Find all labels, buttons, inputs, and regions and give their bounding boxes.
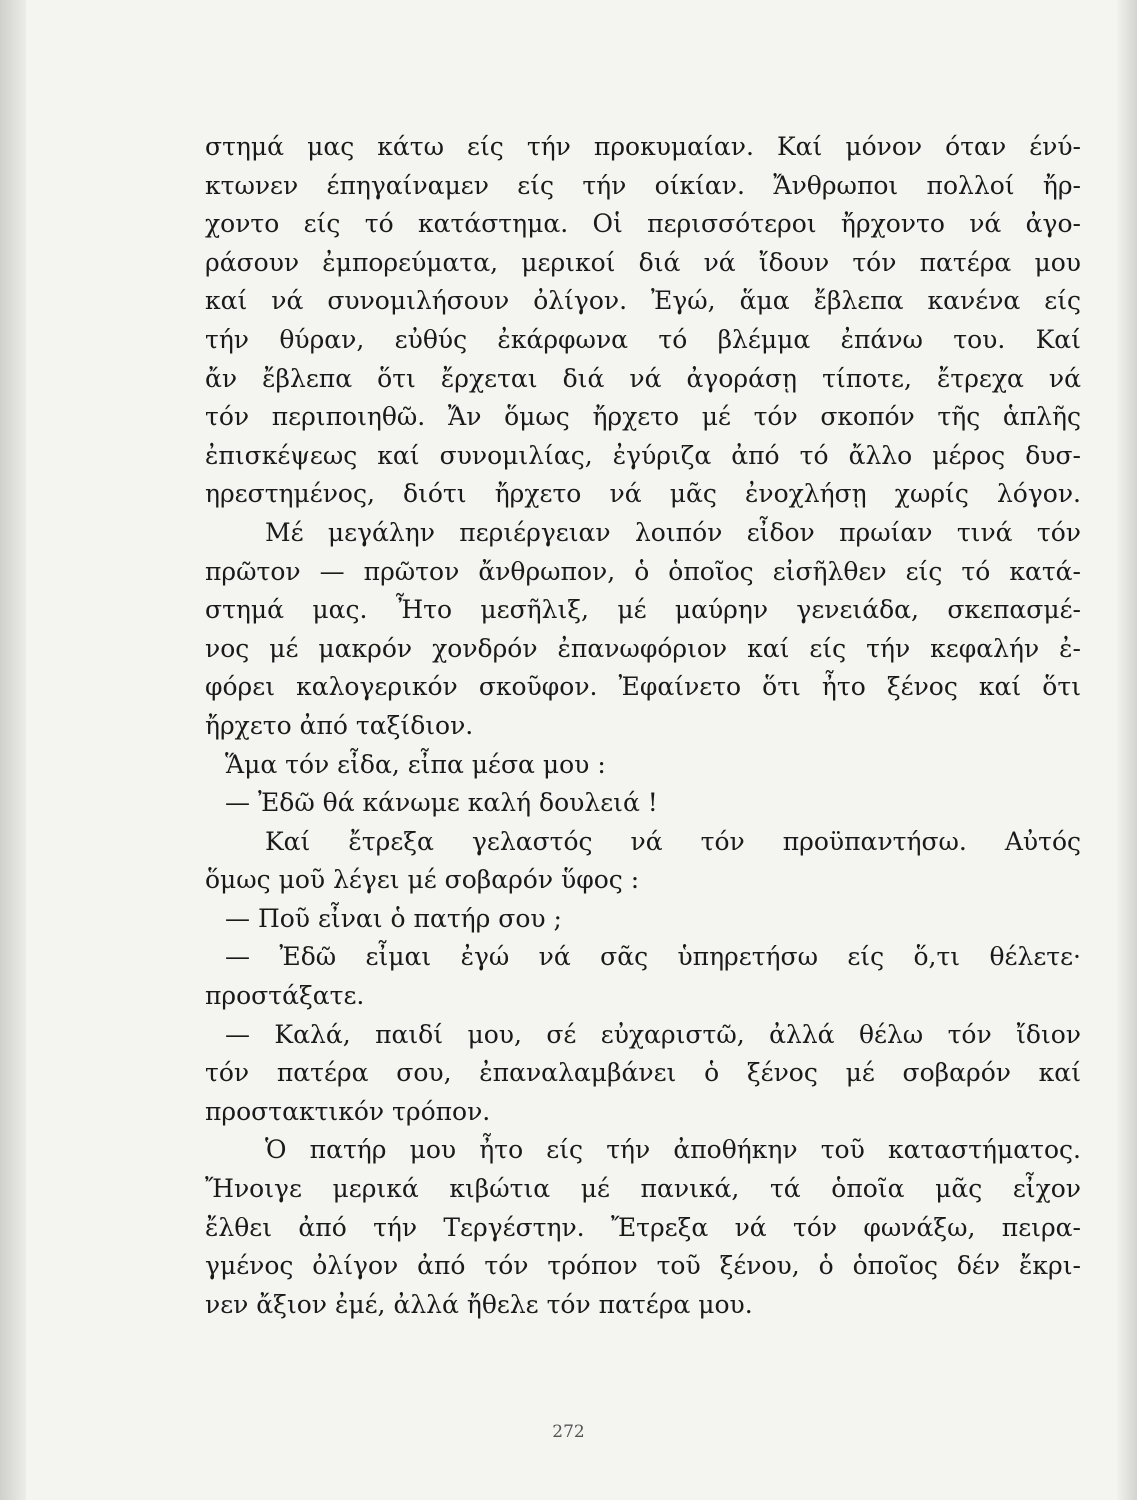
page-edge-right xyxy=(1117,0,1137,1500)
text-line: πρῶτον — πρῶτον ἄνθρωπον, ὁ ὁποῖος εἰσῆλθεν είς τό κατά- xyxy=(205,556,1081,586)
text-line: χοντο είς τό κατάστημα. Οἱ περισσότεροι ἤρχοντο νά ἀγο- xyxy=(205,209,1081,239)
text-line: προστακτικόν τρόπον. xyxy=(205,1096,491,1126)
text-line: τήν θύραν, εὐθύς ἐκάρφωνα τό βλέμμα ἐπάνω του. Καί xyxy=(205,324,1081,354)
text-line: Καί ἔτρεξα γελαστός νά τόν προϋπαντήσω. Αὐτός xyxy=(265,826,1081,856)
text-line: τόν πατέρα σου, ἐπαναλαμβάνει ὁ ξένος μέ σοβαρόν καί xyxy=(205,1058,1081,1088)
text-line: στημά μας κάτω είς τήν προκυμαίαν. Καί μόνον όταν ένύ- xyxy=(205,132,1081,161)
text-line: κτωνεν έπηγαίναμεν είς τήν οίκίαν. Ἄνθρωποι πολλοί ἤρ- xyxy=(205,170,1081,200)
text-line: Μέ μεγάλην περιέργειαν λοιπόν εἶδον πρωίαν τινά τόν xyxy=(265,517,1081,547)
text-line: καί νά συνομιλήσουν ὀλίγον. Ἐγώ, ἅμα ἔβλεπα κανένα είς xyxy=(205,286,1081,316)
text-line: ὅμως μοῦ λέγει μέ σοβαρόν ὕφος : xyxy=(205,865,640,895)
text-line: στημά μας. Ἦτο μεσῆλιξ, μέ μαύρην γενειάδα, σκεπασμέ- xyxy=(205,595,1081,625)
text-line: τόν περιποιηθῶ. Ἄν ὅμως ἤρχετο μέ τόν σκοπόν τῆς ἁπλῆς xyxy=(205,402,1081,432)
text-line: ἐπισκέψεως καί συνομιλίας, ἐγύριζα ἀπό τό ἄλλο μέρος δυσ- xyxy=(205,440,1081,470)
text-line: — Ἐδῶ εἶμαι ἐγώ νά σᾶς ὑπηρετήσω είς ὅ,τι θέλετε· xyxy=(225,942,1081,972)
text-line: φόρει καλογερικόν σκοῦφον. Ἐφαίνετο ὅτι ἦτο ξένος καί ὅτι xyxy=(205,672,1081,702)
text-line: νεν ἄξιον ἐμέ, ἀλλά ἤθελε τόν πατέρα μου. xyxy=(205,1289,753,1319)
text-line: ἄν ἔβλεπα ὅτι ἔρχεται διά νά ἀγοράσῃ τίποτε, ἔτρεχα νά xyxy=(205,363,1081,393)
body-text xyxy=(205,128,1081,1324)
text-line: ἔλθει ἀπό τήν Τεργέστην. Ἔτρεξα νά τόν φωνάξω, πειρα- xyxy=(205,1212,1081,1242)
text-line: Ἤνοιγε μερικά κιβώτια μέ πανικά, τά ὁποῖα μᾶς εἶχον xyxy=(205,1174,1081,1204)
text-line: — Ποῦ εἶναι ὁ πατήρ σου ; xyxy=(225,903,562,933)
text-line: ἤρχετο ἀπό ταξίδιον. xyxy=(205,710,474,740)
page-number: 272 xyxy=(552,1422,585,1442)
text-line: ράσουν ἐμπορεύματα, μερικοί διά νά ἴδουν τόν πατέρα μου xyxy=(205,247,1081,277)
text-line: — Καλά, παιδί μου, σέ εὐχαριστῶ, ἀλλά θέλω τόν ἴδιον xyxy=(225,1019,1081,1049)
text-line: ηρεστημένος, διότι ἤρχετο νά μᾶς ἐνοχλήσῃ χωρίς λόγον. xyxy=(205,479,1081,509)
text-line: Ἅμα τόν εἶδα, εἶπα μέσα μου : xyxy=(225,749,606,779)
text-line: προστάξατε. xyxy=(205,981,365,1011)
text-line: γμένος ὀλίγον ἀπό τόν τρόπον τοῦ ξένου, ὁ ὁποῖος δέν ἔκρι- xyxy=(205,1251,1081,1281)
text-line: νος μέ μακρόν χονδρόν ἐπανωφόριον καί είς τήν κεφαλήν ἐ- xyxy=(205,633,1081,663)
text-line: — Ἐδῶ θά κάνωμε καλή δουλειά ! xyxy=(225,788,658,818)
page-edge-left xyxy=(0,0,26,1500)
text-line: Ὁ πατήρ μου ἦτο είς τήν ἀποθήκην τοῦ καταστήματος. xyxy=(265,1135,1081,1165)
